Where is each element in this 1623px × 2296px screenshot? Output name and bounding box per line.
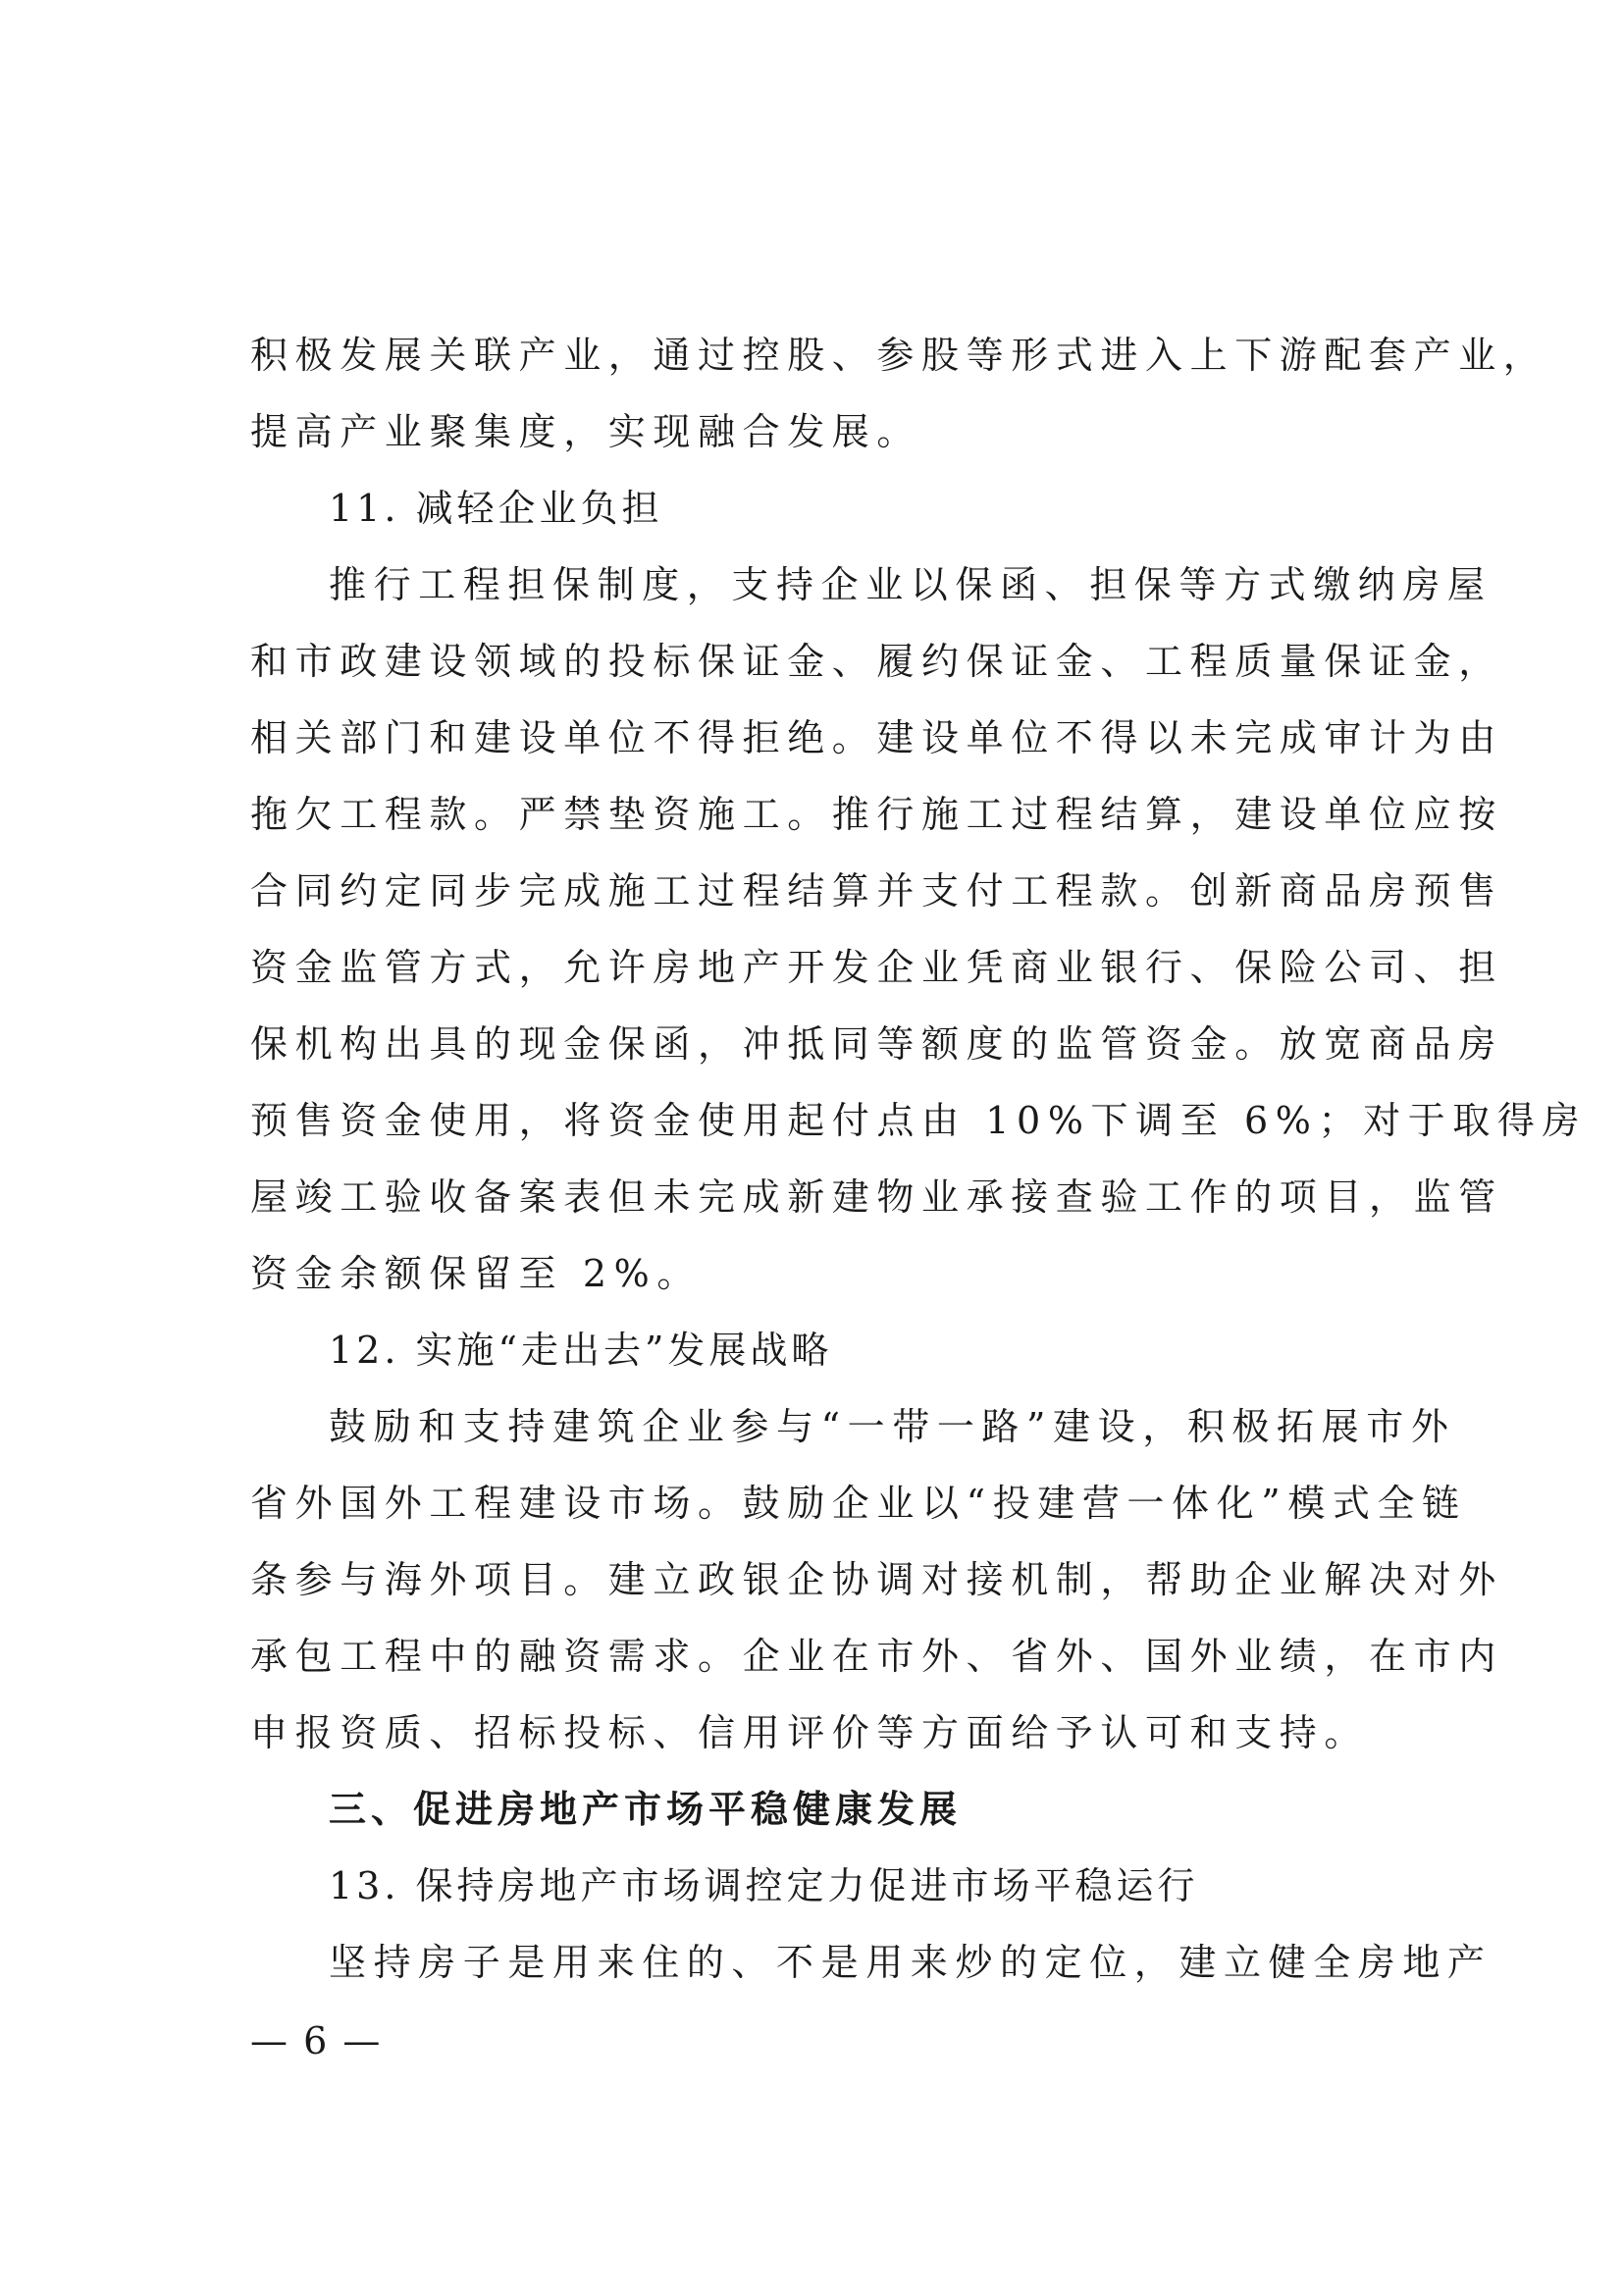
paragraph-line: 屋竣工验收备案表但未完成新建物业承接查验工作的项目，监管 [250, 1175, 1503, 1219]
section-heading-12: 12. 实施“走出去”发展战略 [329, 1329, 833, 1372]
paragraph-line: 申报资质、招标投标、信用评价等方面给予认可和支持。 [250, 1711, 1370, 1754]
paragraph-line: 保机构出具的现金保函，冲抵同等额度的监管资金。放宽商品房 [250, 1022, 1503, 1066]
section-heading-13: 13. 保持房地产市场调控定力促进市场平稳运行 [329, 1864, 1199, 1907]
paragraph-line: 承包工程中的融资需求。企业在市外、省外、国外业绩，在市内 [250, 1635, 1503, 1678]
paragraph-line: 资金监管方式，允许房地产开发企业凭商业银行、保险公司、担 [250, 946, 1503, 989]
paragraph-line: 预售资金使用，将资金使用起付点由 10%下调至 6%；对于取得房 [250, 1099, 1588, 1142]
paragraph-line: 提高产业聚集度，实现融合发展。 [250, 410, 922, 453]
paragraph-line: 相关部门和建设单位不得拒绝。建设单位不得以未完成审计为由 [250, 716, 1503, 759]
paragraph-line: 省外国外工程建设市场。鼓励企业以“投建营一体化”模式全链 [250, 1482, 1467, 1525]
paragraph-line: 拖欠工程款。严禁垫资施工。推行施工过程结算，建设单位应按 [250, 793, 1503, 836]
paragraph-line: 鼓励和支持建筑企业参与“一带一路”建设，积极拓展市外 [329, 1405, 1456, 1448]
paragraph-line: 条参与海外项目。建立政银企协调对接机制，帮助企业解决对外 [250, 1558, 1503, 1601]
paragraph-line: 资金余额保留至 2%。 [250, 1252, 702, 1295]
paragraph-line: 和市政建设领域的投标保证金、履约保证金、工程质量保证金， [250, 640, 1503, 683]
document-body [250, 317, 1588, 2001]
paragraph-line: 合同约定同步完成施工过程结算并支付工程款。创新商品房预售 [250, 869, 1503, 913]
section-heading-11: 11. 减轻企业负担 [329, 487, 663, 530]
paragraph-line: 积极发展关联产业，通过控股、参股等形式进入上下游配套产业， [250, 334, 1548, 377]
paragraph-line: 坚持房子是用来住的、不是用来炒的定位，建立健全房地产 [329, 1941, 1492, 1984]
paragraph-line: 推行工程担保制度，支持企业以保函、担保等方式缴纳房屋 [329, 563, 1492, 606]
page-number: — 6 — [250, 2019, 383, 2062]
chapter-heading-3: 三、促进房地产市场平稳健康发展 [329, 1788, 963, 1831]
